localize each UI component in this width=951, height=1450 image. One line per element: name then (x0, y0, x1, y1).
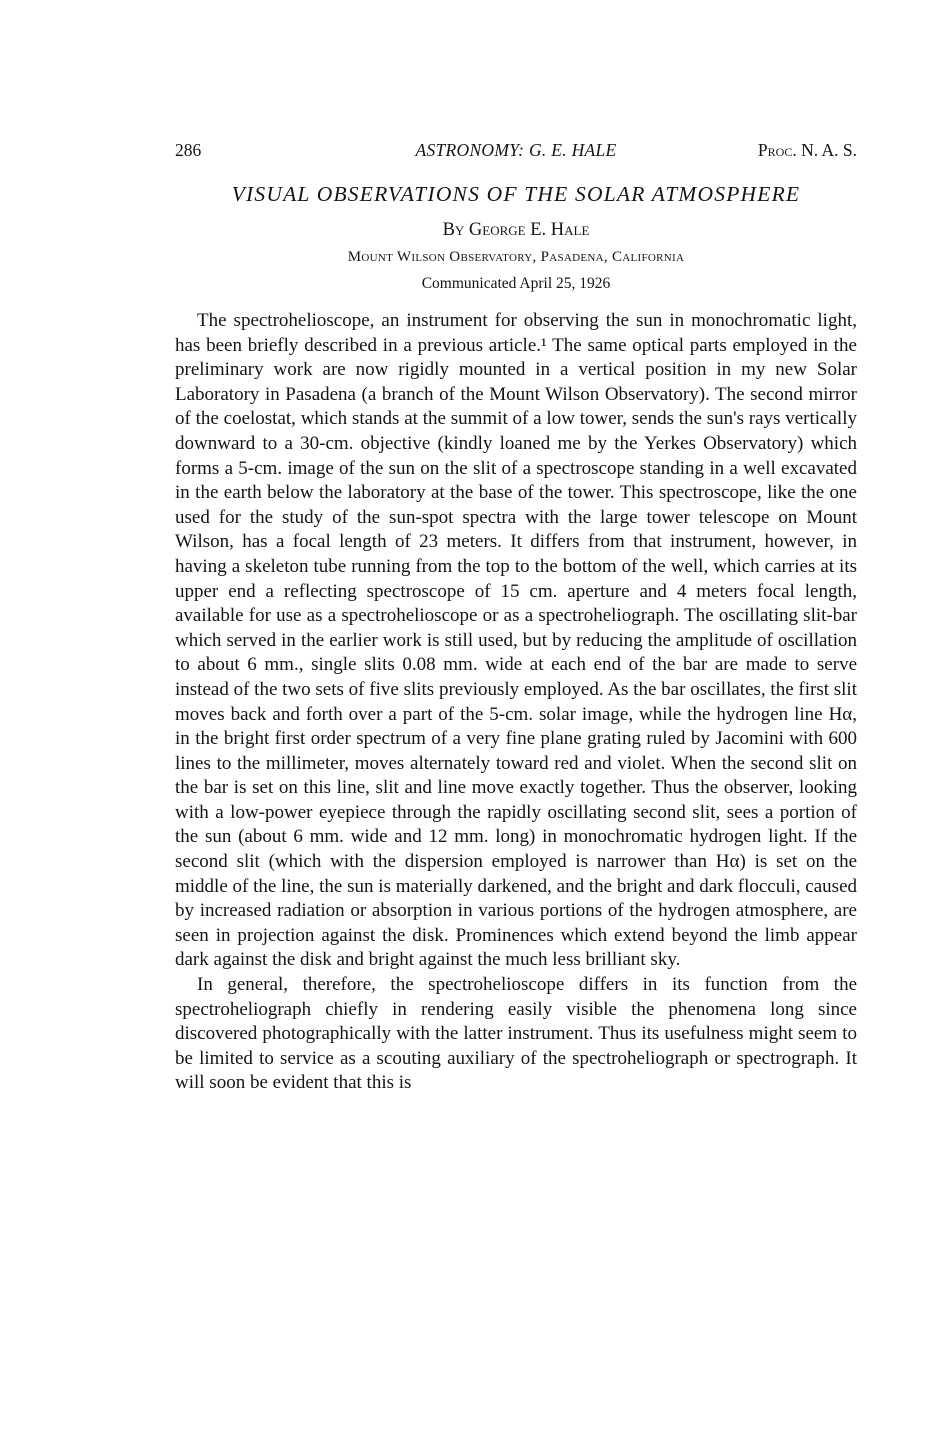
paragraph: In general, therefore, the spectrohelioscope differs in its function from the spectroheliograph chiefly in rendering easily visible the phenomena long since discovered photographically with the latter instrument. Thus its usefulness might seem to be limited to service as a scouting auxiliary of the spectroheliograph or spectrograph. It will soon be evident that this is (175, 974, 857, 1094)
communicated-date: Communicated April 25, 1926 (421, 275, 611, 292)
running-head-title: ASTRONOMY: G. E. HALE (415, 140, 617, 160)
article-body (175, 309, 857, 1096)
journal-abbreviation: Proc. N. A. S. (757, 140, 857, 160)
running-head (175, 140, 857, 170)
author-byline: By George E. Hale (442, 220, 590, 240)
page (175, 140, 857, 1096)
paragraph: The spectrohelioscope, an instrument for observing the sun in monochromatic light, has been briefly described in a previous article.¹ The same optical parts employed in the preliminary work are now rigidly mounted in a vertical position in my new Solar Laboratory in Pasadena (a branch of the Mount Wilson Observatory). The second mirror of the coelostat, which stands at the summit of a low tower, sends the sun's rays vertically downward to a 30-cm. objective (kindly loaned me by the Yerkes Observatory) which forms a 5-cm. image of the sun on the slit of a spectroscope standing in a well excavated in the earth below the laboratory at the base of the tower. This spectroscope, like the one used for the study of the sun-spot spectra with the large tower telescope on Mount Wilson, has a focal length of 23 meters. It differs from that instrument, however, in having a skeleton tube running from the top to the bottom of the well, which carries at its upper end a reflecting spectroscope of 15 cm. aperture and 4 meters focal length, available for use as a spectrohelioscope or as a spectroheliograph. The oscillating slit-bar which served in the earlier work is still used, but by reducing the amplitude of oscillation to about 6 mm., single slits 0.08 mm. wide at each end of the bar are made to serve instead of the two sets of five slits previously employed. As the bar oscillates, the first slit moves back and forth over a part of the 5-cm. solar image, while the hydrogen line Hα, in the bright first order spectrum of a very fine plane grating ruled by Jacomini with 600 lines to the millimeter, moves alternately toward red and violet. When the second slit on the bar is set on this line, slit and line move exactly together. Thus the observer, looking with a low-power eyepiece through the rapidly oscillating second slit, sees a portion of the sun (about 6 mm. wide and 12 mm. long) in monochromatic hydrogen light. If the second slit (which with the dispersion employed is narrower than Hα) is set on the middle of the line, the sun is materially darkened, and the bright and dark flocculi, caused by increased radiation or absorption in various portions of the hydrogen atmosphere, are seen in projection against the disk. Prominences which extend beyond the limb appear dark against the disk and bright against the much less brilliant sky. (175, 310, 857, 971)
article-title: VISUAL OBSERVATIONS OF THE SOLAR ATMOSPHERE (231, 182, 801, 206)
page-number: 286 (175, 140, 202, 160)
author-affiliation: Mount Wilson Observatory, Pasadena, California (347, 249, 685, 265)
